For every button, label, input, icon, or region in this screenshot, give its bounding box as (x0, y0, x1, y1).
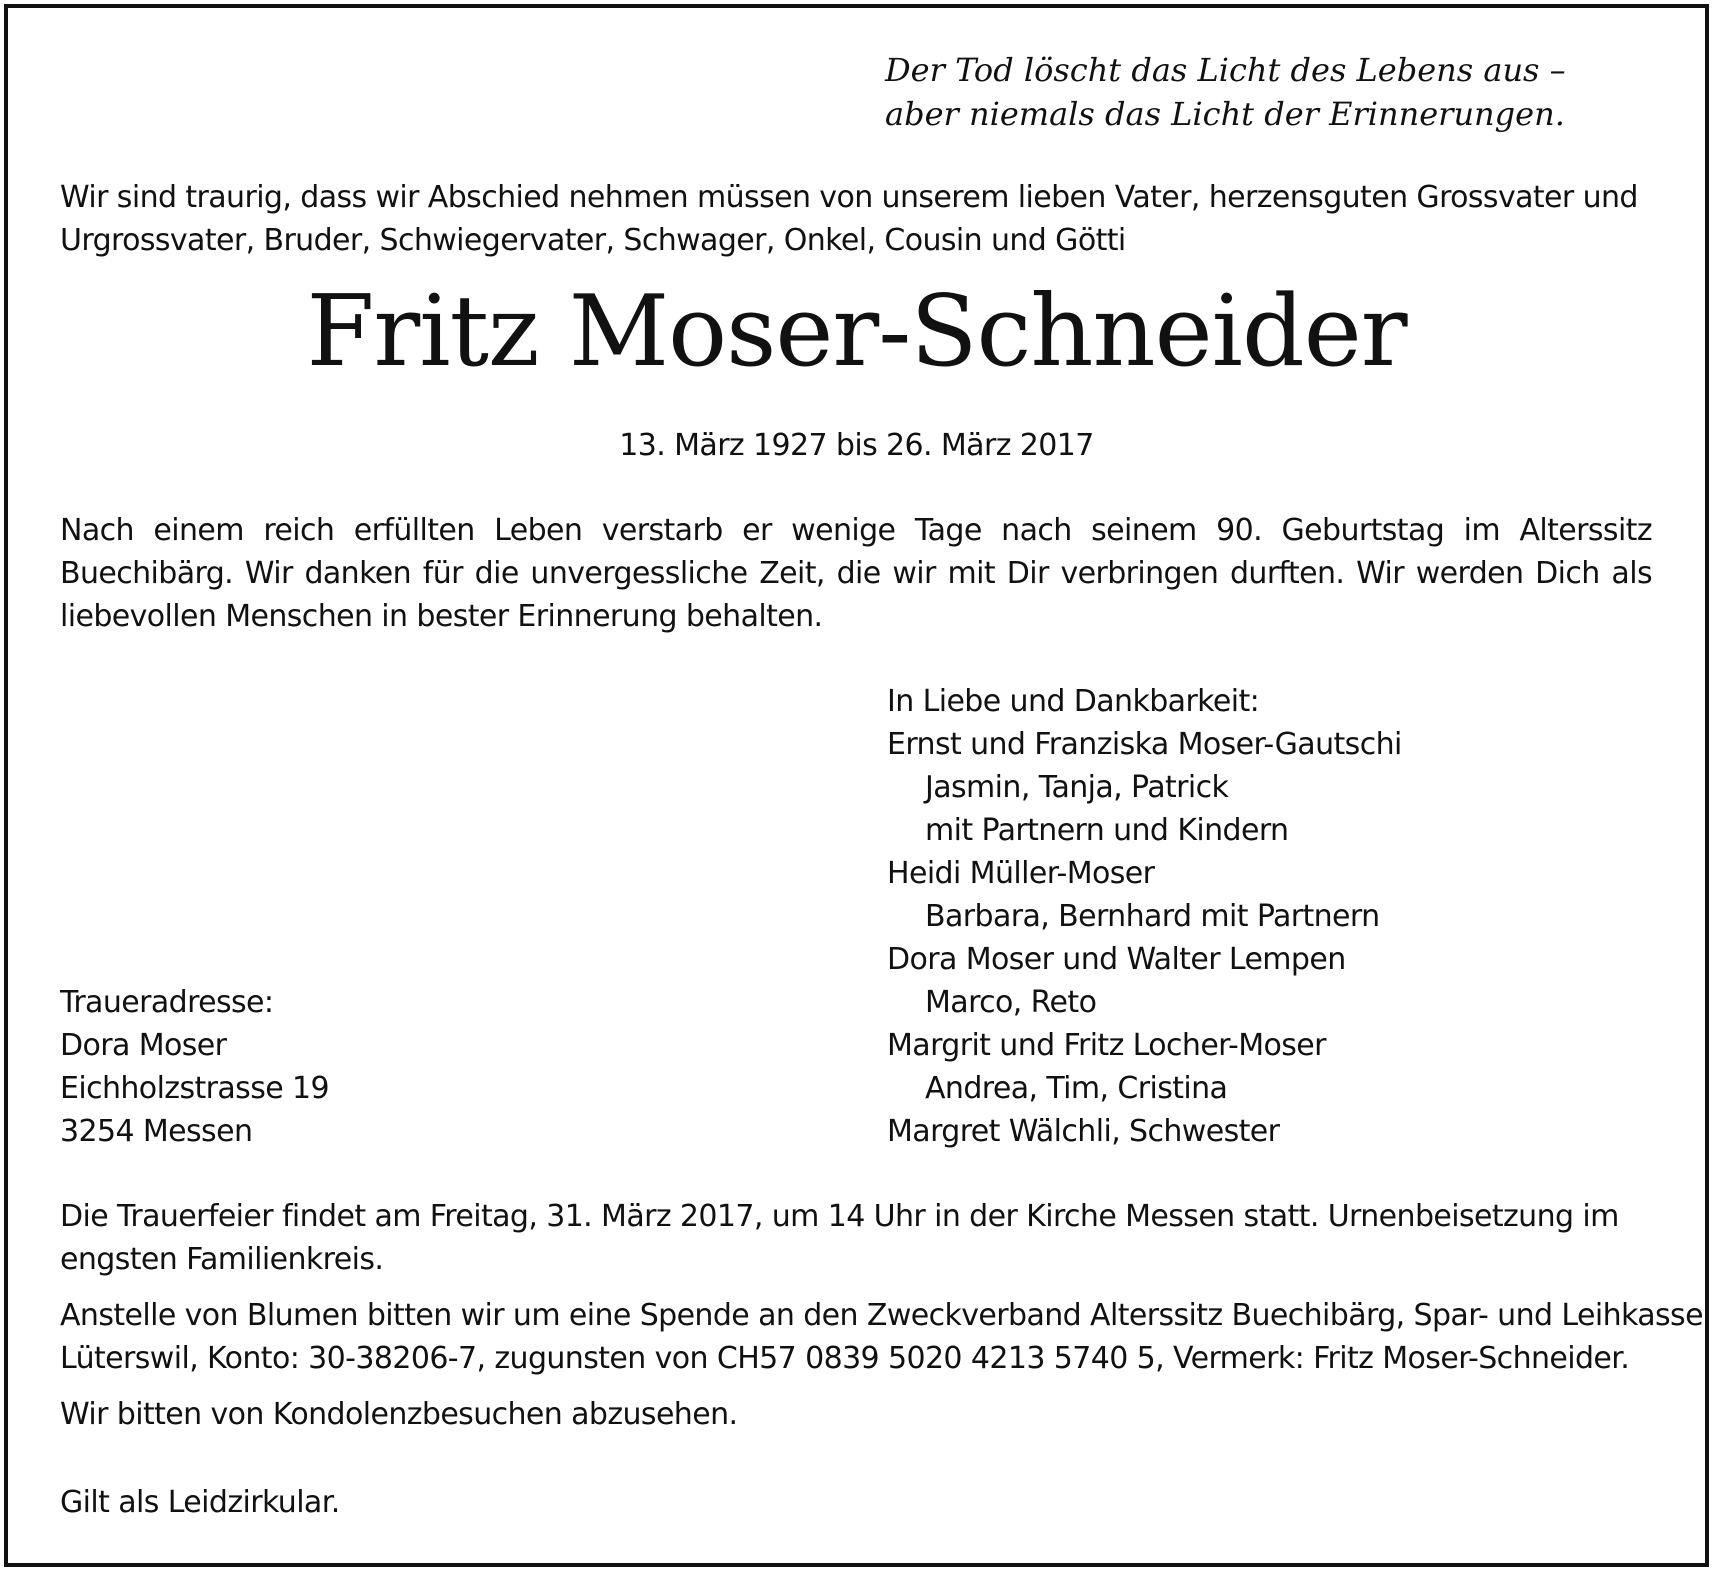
obituary-line-1: Nach einem reich erfüllten Leben verstarb er wenige Tage nach seinem 90. Geburtstag im Alterssitz (60, 513, 1652, 548)
ceremony-line-1: Die Trauerfeier findet am Freitag, 31. März 2017, um 14 Uhr in der Kirche Messen statt. Urnenbeisetzung im (60, 1199, 1619, 1234)
signer-line: Jasmin, Tanja, Patrick (925, 770, 1229, 805)
signer-line: Andrea, Tim, Cristina (925, 1071, 1228, 1106)
address-name: Dora Moser (60, 1028, 227, 1063)
mourning-address (60, 981, 329, 1153)
signers-heading: In Liebe und Dankbarkeit: (887, 684, 1260, 719)
donation-line-1: Anstelle von Blumen bitten wir um eine Spende an den Zweckverband Alterssitz Buechibärg, Spar- und Leihkasse (60, 1298, 1703, 1333)
motto-line-1: Der Tod löscht das Licht des Lebens aus – (885, 51, 1566, 89)
signer-line: Ernst und Franziska Moser-Gautschi (887, 727, 1402, 762)
ceremony-line-2: engsten Familienkreis. (60, 1242, 384, 1277)
obituary-line-2: Buechibärg. Wir danken für die unvergessliche Zeit, die wir mit Dir verbringen durften. Wir werden Dich als (60, 556, 1652, 591)
signer-line: Margrit und Fritz Locher-Moser (887, 1028, 1326, 1063)
life-dates: 13. März 1927 bis 26. März 2017 (619, 428, 1094, 463)
signers-list (887, 680, 1402, 1153)
donation-text (60, 1294, 1703, 1380)
obituary-text (60, 509, 1652, 638)
motto-quote (885, 48, 1566, 136)
address-label: Traueradresse: (60, 985, 274, 1020)
signer-line: Heidi Müller-Moser (887, 856, 1155, 891)
no-visits-text: Wir bitten von Kondolenzbesuchen abzusehen. (60, 1397, 738, 1432)
intro-line-1: Wir sind traurig, dass wir Abschied nehmen müssen von unserem lieben Vater, herzensguten Grossvater und (60, 180, 1638, 215)
donation-line-2: Lüterswil, Konto: 30-38206-7, zugunsten von CH57 0839 5020 4213 5740 5, Vermerk: Fritz Moser-Schneider. (60, 1341, 1630, 1376)
signer-line: Dora Moser und Walter Lempen (887, 942, 1346, 977)
ceremony-text (60, 1195, 1652, 1281)
motto-line-2: aber niemals das Licht der Erinnerungen. (885, 95, 1565, 133)
intro-line-2: Urgrossvater, Bruder, Schwiegervater, Schwager, Onkel, Cousin und Götti (60, 223, 1126, 258)
signer-line: Barbara, Bernhard mit Partnern (925, 899, 1380, 934)
address-city: 3254 Messen (60, 1114, 253, 1149)
signer-line: Margret Wälchli, Schwester (887, 1114, 1280, 1149)
intro-text (60, 176, 1652, 262)
address-street: Eichholzstrasse 19 (60, 1071, 329, 1106)
signer-line: Marco, Reto (925, 985, 1097, 1020)
circular-note: Gilt als Leidzirkular. (60, 1485, 340, 1520)
deceased-name: Fritz Moser-Schneider (306, 275, 1407, 389)
obituary-line-3: liebevollen Menschen in bester Erinnerung behalten. (60, 599, 823, 634)
signer-line: mit Partnern und Kindern (925, 813, 1289, 848)
